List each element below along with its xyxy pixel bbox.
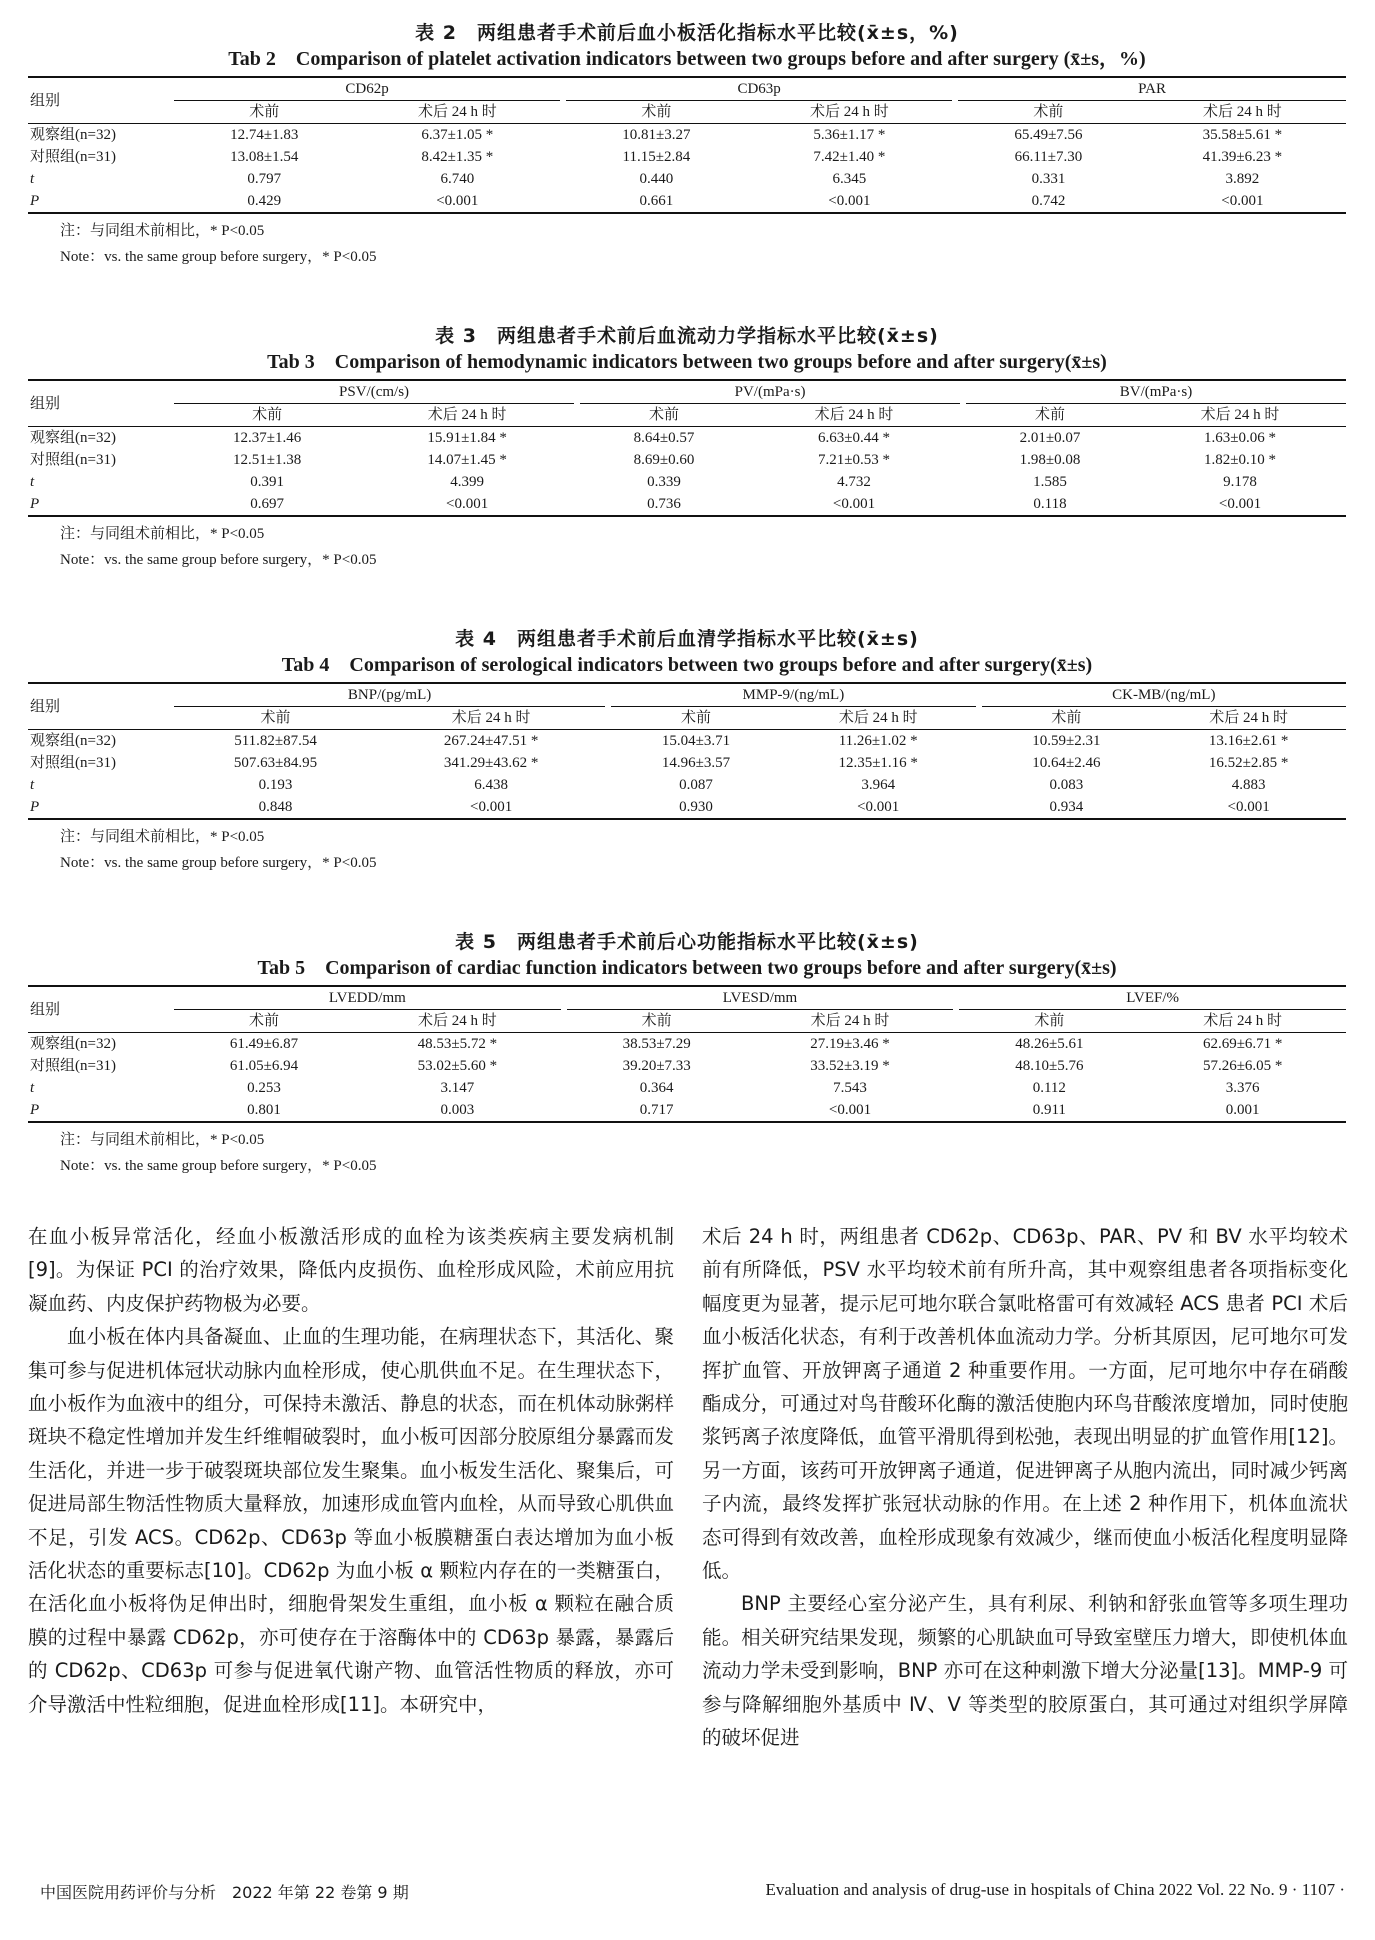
cell: <0.001 bbox=[1151, 796, 1346, 819]
cell: 62.69±6.71 * bbox=[1202, 1036, 1283, 1052]
cell: 0.697 bbox=[174, 493, 360, 516]
table-row bbox=[28, 449, 1346, 471]
table-2 bbox=[28, 20, 1346, 270]
cell: <0.001 bbox=[377, 796, 605, 819]
table-row bbox=[28, 1033, 1346, 1056]
body-column-left bbox=[28, 1220, 674, 1721]
cell: 27.19±3.46 * bbox=[810, 1036, 890, 1052]
indicator-header: CK-MB/(ng/mL) bbox=[982, 683, 1346, 707]
sub-header: 术前 bbox=[174, 101, 355, 124]
row-label: 对照组(n=31) bbox=[30, 1058, 116, 1074]
cell: 0.911 bbox=[959, 1099, 1139, 1122]
cell: <0.001 bbox=[1134, 493, 1346, 516]
sub-header: 术前 bbox=[580, 404, 748, 427]
sub-header: 术前 bbox=[174, 404, 360, 427]
cell: 0.118 bbox=[966, 493, 1134, 516]
sub-header: 术前 bbox=[174, 1010, 354, 1033]
sub-header: 术后 24 h 时 bbox=[377, 707, 605, 730]
cell: 8.69±0.60 bbox=[633, 452, 695, 468]
table-caption-en: Tab 4 Comparison of serological indicators between two groups before and after surgery(x̄±s) bbox=[281, 654, 1093, 676]
cell: 8.64±0.57 bbox=[633, 430, 695, 446]
cell: 3.892 bbox=[1225, 171, 1260, 187]
cell: 0.391 bbox=[250, 474, 285, 490]
table-row bbox=[28, 190, 1346, 213]
table-row bbox=[28, 471, 1346, 493]
sub-header: 术前 bbox=[566, 101, 747, 124]
cell: 1.63±0.06 * bbox=[1203, 430, 1276, 446]
table-3 bbox=[28, 323, 1346, 573]
cell: 1.82±0.10 * bbox=[1203, 452, 1276, 468]
cell: <0.001 bbox=[747, 190, 953, 213]
cell: 10.81±3.27 bbox=[622, 127, 691, 143]
sub-header: 术前 bbox=[174, 707, 377, 730]
row-label: 观察组(n=32) bbox=[30, 1036, 116, 1052]
cell: 0.364 bbox=[639, 1080, 674, 1096]
cell: 0.440 bbox=[639, 171, 674, 187]
data-table bbox=[28, 379, 1346, 517]
row-label: t bbox=[30, 474, 35, 490]
sub-header: 术前 bbox=[959, 1010, 1139, 1033]
row-label: t bbox=[30, 171, 35, 187]
sub-header: 术前 bbox=[567, 1010, 747, 1033]
indicator-header: BNP/(pg/mL) bbox=[174, 683, 605, 707]
cell: 65.49±7.56 bbox=[1014, 127, 1083, 143]
footer-journal-cn: 中国医院用药评价与分析 2022 年第 22 卷第 9 期 bbox=[40, 1883, 409, 1902]
cell: 1.98±0.08 bbox=[1019, 452, 1081, 468]
indicator-header: BV/(mPa·s) bbox=[966, 380, 1346, 404]
data-table bbox=[28, 76, 1346, 214]
cell: 0.083 bbox=[1049, 777, 1084, 793]
sub-header: 术后 24 h 时 bbox=[748, 404, 960, 427]
cell: 33.52±3.19 * bbox=[810, 1058, 890, 1074]
cell: 0.003 bbox=[354, 1099, 561, 1122]
row-label: 观察组(n=32) bbox=[30, 127, 116, 143]
row-label: 对照组(n=31) bbox=[30, 452, 116, 468]
cell: 48.53±5.72 * bbox=[417, 1036, 498, 1052]
sub-header: 术后 24 h 时 bbox=[747, 1010, 954, 1033]
indicator-header: PSV/(cm/s) bbox=[174, 380, 574, 404]
row-label: P bbox=[28, 190, 174, 213]
table-caption-cn: 表 2 两组患者手术前后血小板活化指标水平比较(x̄±s，%) bbox=[415, 22, 959, 44]
cell: 0.736 bbox=[580, 493, 748, 516]
cell: 11.26±1.02 * bbox=[838, 733, 918, 749]
table-note-en: Note：vs. the same group before surgery，* P<0.05 bbox=[60, 1158, 377, 1174]
cell: 267.24±47.51 * bbox=[443, 733, 539, 749]
cell: 6.438 bbox=[474, 777, 508, 793]
paragraph: BNP 主要经心室分泌产生，具有利尿、利钠和舒张血管等多项生理功能。相关研究结果发现，频繁的心肌缺血可导致室壁压力增大，即使机体血流动力学未受到影响，BNP 亦可在这种刺激下增大分泌量[13]。MMP-9 可参与降解细胞外基质中 Ⅳ、Ⅴ 等类型的胶原蛋白，其可通过对组织学屏障的破坏促进 bbox=[702, 1592, 1348, 1750]
cell: 14.96±3.57 bbox=[661, 755, 731, 771]
cell: 41.39±6.23 * bbox=[1202, 149, 1283, 165]
cell: <0.001 bbox=[747, 1099, 954, 1122]
data-table bbox=[28, 985, 1346, 1123]
cell: 39.20±7.33 bbox=[622, 1058, 691, 1074]
cell: 35.58±5.61 * bbox=[1202, 127, 1283, 143]
table-note-cn: 注：与同组术前相比，* P<0.05 bbox=[60, 526, 265, 542]
cell: 6.345 bbox=[832, 171, 867, 187]
cell: 7.543 bbox=[833, 1080, 867, 1096]
table-caption-cn: 表 4 两组患者手术前后血清学指标水平比较(x̄±s) bbox=[455, 628, 919, 650]
sub-header: 术后 24 h 时 bbox=[355, 101, 561, 124]
cell: 57.26±6.05 * bbox=[1202, 1058, 1283, 1074]
cell: <0.001 bbox=[781, 796, 976, 819]
cell: 15.91±1.84 * bbox=[427, 430, 507, 446]
cell: 507.63±84.95 bbox=[233, 755, 318, 771]
cell: 0.087 bbox=[679, 777, 713, 793]
cell: 10.59±2.31 bbox=[1032, 733, 1101, 749]
sub-header: 术后 24 h 时 bbox=[781, 707, 976, 730]
sub-header: 术后 24 h 时 bbox=[1151, 707, 1346, 730]
cell: 7.21±0.53 * bbox=[818, 452, 890, 468]
sub-header: 术后 24 h 时 bbox=[360, 404, 574, 427]
row-label: P bbox=[28, 1099, 174, 1122]
cell: 0.339 bbox=[647, 474, 681, 490]
cell: 0.797 bbox=[247, 171, 282, 187]
sub-header: 术后 24 h 时 bbox=[1139, 1010, 1346, 1033]
group-header: 组别 bbox=[28, 77, 174, 124]
sub-header: 术后 24 h 时 bbox=[1139, 101, 1346, 124]
indicator-header: CD63p bbox=[566, 77, 952, 101]
row-label: 观察组(n=32) bbox=[30, 430, 116, 446]
cell: 12.74±1.83 bbox=[230, 127, 299, 143]
sub-header: 术前 bbox=[611, 707, 781, 730]
group-header: 组别 bbox=[28, 380, 174, 427]
row-label: 对照组(n=31) bbox=[30, 755, 116, 771]
footer-journal-en: Evaluation and analysis of drug-use in hospitals of China 2022 Vol. 22 No. 9 · 1107 · bbox=[765, 1880, 1345, 1899]
cell: 0.661 bbox=[566, 190, 747, 213]
row-label: t bbox=[30, 1080, 35, 1096]
cell: 12.37±1.46 bbox=[233, 430, 302, 446]
cell: 0.193 bbox=[258, 777, 293, 793]
row-label: P bbox=[28, 796, 174, 819]
table-5 bbox=[28, 929, 1346, 1179]
cell: 511.82±87.54 bbox=[234, 733, 317, 749]
cell: 12.35±1.16 * bbox=[838, 755, 918, 771]
table-row bbox=[28, 124, 1346, 147]
cell: 15.04±3.71 bbox=[661, 733, 731, 749]
indicator-header: LVEF/% bbox=[959, 986, 1346, 1010]
table-caption-en: Tab 2 Comparison of platelet activation indicators between two groups before and after surgery (x̄±s，%) bbox=[228, 48, 1146, 70]
table-caption-cn: 表 3 两组患者手术前后血流动力学指标水平比较(x̄±s) bbox=[435, 325, 939, 347]
cell: 48.10±5.76 bbox=[1015, 1058, 1084, 1074]
cell: 13.16±2.61 * bbox=[1208, 733, 1289, 749]
table-row bbox=[28, 1055, 1346, 1077]
cell: 0.429 bbox=[174, 190, 355, 213]
cell: 3.964 bbox=[861, 777, 896, 793]
table-row bbox=[28, 1077, 1346, 1099]
table-row bbox=[28, 752, 1346, 774]
indicator-header: LVEDD/mm bbox=[174, 986, 561, 1010]
cell: 16.52±2.85 * bbox=[1208, 755, 1289, 771]
cell: 38.53±7.29 bbox=[622, 1036, 691, 1052]
cell: 4.399 bbox=[450, 474, 485, 490]
cell: <0.001 bbox=[748, 493, 960, 516]
table-row bbox=[28, 427, 1346, 450]
indicator-header: CD62p bbox=[174, 77, 560, 101]
table-4 bbox=[28, 626, 1346, 876]
cell: 4.732 bbox=[837, 474, 871, 490]
table-note-cn: 注：与同组术前相比，* P<0.05 bbox=[60, 223, 265, 239]
cell: 10.64±2.46 bbox=[1032, 755, 1101, 771]
cell: 61.05±6.94 bbox=[229, 1058, 299, 1074]
cell: 0.742 bbox=[958, 190, 1139, 213]
cell: 0.930 bbox=[611, 796, 781, 819]
table-row bbox=[28, 796, 1346, 819]
cell: 66.11±7.30 bbox=[1014, 149, 1083, 165]
table-row bbox=[28, 730, 1346, 753]
cell: 0.112 bbox=[1032, 1080, 1066, 1096]
paragraph: 术后 24 h 时，两组患者 CD62p、CD63p、PAR、PV 和 BV 水平均较术前有所降低，PSV 水平均较术前有所升高，其中观察组患者各项指标变化幅度更为显著，提示尼可地尔联合氯吡格雷可有效减轻 ACS 患者 PCI 术后血小板活化状态，有利于改善机体血流动力学。分析其原因，尼可地尔可发挥扩血管、开放钾离子通道 2 种重要作用。一方面，尼可地尔中存在硝酸酯成分，可通过对鸟苷酸环化酶的激活使胞内环鸟苷酸浓度增加，同时使胞浆钙离子浓度降低，血管平滑肌得到松弛，表现出明显的扩血管作用[12]。另一方面，该药可开放钾离子通道，促进钾离子从胞内流出，同时减少钙离子内流，最终发挥扩张冠状动脉的作用。在上述 2 种作用下，机体血流状态可得到有效改善，血栓形成现象有效减少，继而使血小板活化程度明显降低。 bbox=[702, 1225, 1348, 1583]
cell: 0.717 bbox=[567, 1099, 747, 1122]
cell: 14.07±1.45 * bbox=[427, 452, 507, 468]
cell: 6.740 bbox=[440, 171, 475, 187]
cell: <0.001 bbox=[360, 493, 574, 516]
table-note-en: Note：vs. the same group before surgery，* P<0.05 bbox=[60, 552, 377, 568]
cell: 53.02±5.60 * bbox=[417, 1058, 498, 1074]
table-note-en: Note：vs. the same group before surgery，* P<0.05 bbox=[60, 249, 377, 265]
sub-header: 术前 bbox=[958, 101, 1139, 124]
cell: 0.801 bbox=[174, 1099, 354, 1122]
table-row bbox=[28, 1099, 1346, 1122]
sub-header: 术前 bbox=[982, 707, 1152, 730]
table-row bbox=[28, 493, 1346, 516]
cell: 4.883 bbox=[1231, 777, 1266, 793]
row-label: 观察组(n=32) bbox=[30, 733, 116, 749]
cell: 0.848 bbox=[174, 796, 377, 819]
data-table bbox=[28, 682, 1346, 820]
cell: 8.42±1.35 * bbox=[421, 149, 494, 165]
cell: 61.49±6.87 bbox=[229, 1036, 299, 1052]
cell: <0.001 bbox=[355, 190, 561, 213]
indicator-header: PV/(mPa·s) bbox=[580, 380, 960, 404]
cell: 0.331 bbox=[1031, 171, 1066, 187]
row-label: P bbox=[28, 493, 174, 516]
cell: 1.585 bbox=[1033, 474, 1067, 490]
row-label: t bbox=[30, 777, 35, 793]
table-caption-en: Tab 5 Comparison of cardiac function indicators between two groups before and after surgery(x̄±s) bbox=[257, 957, 1117, 979]
sub-header: 术前 bbox=[966, 404, 1134, 427]
table-row bbox=[28, 168, 1346, 190]
cell: 341.29±43.62 * bbox=[443, 755, 539, 771]
row-label: 对照组(n=31) bbox=[30, 149, 116, 165]
cell: 13.08±1.54 bbox=[230, 149, 299, 165]
table-note-en: Note：vs. the same group before surgery，* P<0.05 bbox=[60, 855, 377, 871]
cell: <0.001 bbox=[1139, 190, 1346, 213]
sub-header: 术后 24 h 时 bbox=[354, 1010, 561, 1033]
table-row bbox=[28, 146, 1346, 168]
cell: 0.001 bbox=[1139, 1099, 1346, 1122]
table-row bbox=[28, 774, 1346, 796]
cell: 6.37±1.05 * bbox=[421, 127, 494, 143]
paragraph: 在血小板异常活化，经血小板激活形成的血栓为该类疾病主要发病机制[9]。为保证 PCI 的治疗效果，降低内皮损伤、血栓形成风险，术前应用抗凝血药、内皮保护药物极为必要。 bbox=[28, 1225, 674, 1315]
cell: 9.178 bbox=[1223, 474, 1257, 490]
indicator-header: MMP-9/(ng/mL) bbox=[611, 683, 975, 707]
sub-header: 术后 24 h 时 bbox=[747, 101, 953, 124]
group-header: 组别 bbox=[28, 683, 174, 730]
sub-header: 术后 24 h 时 bbox=[1134, 404, 1346, 427]
cell: 3.376 bbox=[1225, 1080, 1260, 1096]
cell: 0.934 bbox=[982, 796, 1152, 819]
cell: 48.26±5.61 bbox=[1015, 1036, 1084, 1052]
cell: 5.36±1.17 * bbox=[813, 127, 886, 143]
cell: 11.15±2.84 bbox=[622, 149, 691, 165]
indicator-header: LVESD/mm bbox=[567, 986, 954, 1010]
cell: 0.253 bbox=[247, 1080, 281, 1096]
cell: 7.42±1.40 * bbox=[813, 149, 886, 165]
cell: 2.01±0.07 bbox=[1019, 430, 1081, 446]
body-column-right bbox=[702, 1220, 1348, 1755]
table-caption-en: Tab 3 Comparison of hemodynamic indicators between two groups before and after surgery(x̄±s) bbox=[267, 351, 1107, 373]
table-note-cn: 注：与同组术前相比，* P<0.05 bbox=[60, 1132, 265, 1148]
cell: 6.63±0.44 * bbox=[818, 430, 890, 446]
cell: 12.51±1.38 bbox=[233, 452, 302, 468]
table-caption-cn: 表 5 两组患者手术前后心功能指标水平比较(x̄±s) bbox=[455, 931, 919, 953]
group-header: 组别 bbox=[28, 986, 174, 1033]
cell: 3.147 bbox=[440, 1080, 475, 1096]
indicator-header: PAR bbox=[958, 77, 1346, 101]
table-note-cn: 注：与同组术前相比，* P<0.05 bbox=[60, 829, 265, 845]
paragraph: 血小板在体内具备凝血、止血的生理功能，在病理状态下，其活化、聚集可参与促进机体冠状动脉内血栓形成，使心肌供血不足。在生理状态下，血小板作为血液中的组分，可保持未激活、静息的状态，而在机体动脉粥样斑块不稳定性增加并发生纤维帽破裂时，血小板可因部分胶原组分暴露而发生活化，并进一步于破裂斑块部位发生聚集。血小板发生活化、聚集后，可促进局部生物活性物质大量释放，加速形成血管内血栓，从而导致心肌供血不足，引发 ACS。CD62p、CD63p 等血小板膜糖蛋白表达增加为血小板活化状态的重要标志[10]。CD62p 为血小板 α 颗粒内存在的一类糖蛋白，在活化血小板将伪足伸出时，细胞骨架发生重组，血小板 α 颗粒在融合质膜的过程中暴露 CD62p，亦可使存在于溶酶体中的 CD63p 暴露，暴露后的 CD62p、CD63p 可参与促进氧代谢产物、血管活性物质的释放，亦可介导激活中性粒细胞，促进血栓形成[11]。本研究中， bbox=[28, 1325, 674, 1716]
